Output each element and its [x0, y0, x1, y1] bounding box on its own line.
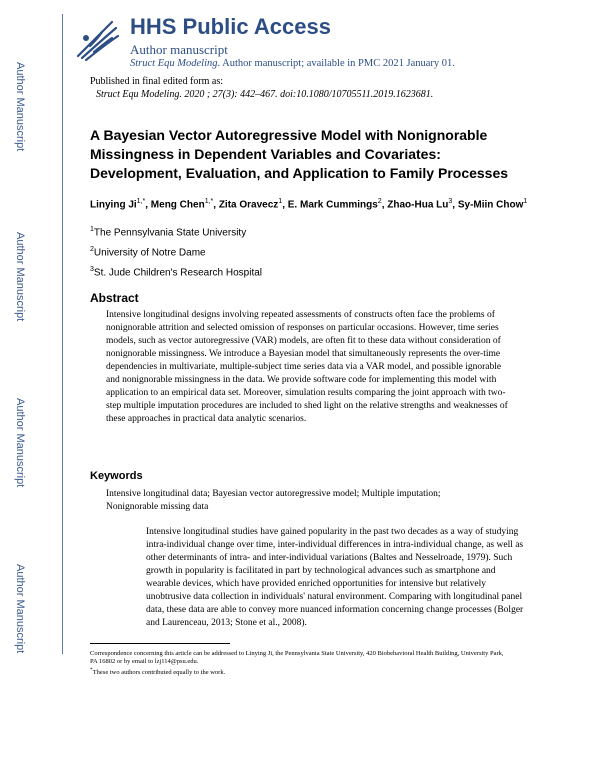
affiliation-3 [90, 266, 262, 278]
author-sup: 1,* [136, 198, 146, 205]
author-sup: 2 [377, 198, 382, 205]
equal-contribution-text: These two authors contributed equally to the work. [92, 669, 226, 677]
intro-paragraph: Intensive longitudinal studies have gained popularity in the past two decades as a way of studying intra-individual change over time, inter-individual differences in intra-individual change, as well as other determinants of intra- and inter-individual variations (Baltes and Nesselroade, 1979). Such growth in popularity is facilitated in part by technological advances such as smartphone and wearable devices, which have provided enriched opportunities for intensive but relatively unobtrusive data collection in individuals' natural environment. Comparing with longitudinal panel data, these data are able to convey more nuanced information concerning change processes (Bolger and Laurenceau, 2013; Stone et al., 2008). [146, 527, 524, 628]
author-list: Linying $Ji^{1,*}$, Meng Chen$^{1,*}$, Zita Oravecz$^1$, E. Mark Cummings$^2$, Zhao-Hua Lu$^3$, Sy-Miin Chow$^1$ [90, 198, 528, 211]
sidebar-label-1: Author Manuscript [14, 62, 26, 152]
hhs-eagle-logo-icon [72, 16, 122, 64]
sidebar-label-2: Author Manuscript [14, 232, 26, 322]
author-name: Linying Ji [90, 199, 137, 211]
sidebar-label-4: Author Manuscript [14, 564, 26, 654]
hhs-public-access-title: HHS Public Access [130, 14, 331, 39]
affiliation-text: University of Notre Dame [93, 247, 206, 259]
affiliation-text: The Pennsylvania State University [93, 227, 247, 239]
affiliation-sup: 3 [90, 266, 94, 273]
sidebar-label-3: Author Manuscript [14, 398, 26, 488]
abstract-heading: Abstract [90, 291, 139, 305]
author-name: Sy-Miin Chow [457, 199, 524, 211]
keywords-heading: Keywords [90, 470, 143, 482]
affiliation-sup: 2 [90, 246, 94, 253]
affiliation-sup: 1 [90, 226, 94, 233]
availability-text: . Author manuscript; available in PMC 2021 January 01. [217, 58, 455, 69]
citation-text: Struct Equ Modeling. 2020 ; 27(3): 442–467. doi:10.1080/10705511.2019.1623681. [96, 89, 434, 100]
author-sup: 1,* [204, 198, 214, 205]
affiliation-1 [90, 226, 246, 238]
paper-title: A Bayesian Vector Autoregressive Model with Nonignorable Missingness in Dependent Variables and Covariates: Development, Evaluation, and Application to Family Processes [90, 127, 509, 181]
author-sup: 1 [278, 198, 283, 205]
author-sup: 1 [523, 198, 528, 205]
sidebar-rule [62, 14, 63, 654]
affiliation-2 [90, 246, 206, 258]
author-name: E. Mark Cummings [287, 199, 378, 211]
abstract-text: Intensive longitudinal designs involving repeated assessments of constructs often face the problems of nonignorable attrition and selected omission of responses on particular occasions. However, time series models, such as vector autoregressive (VAR) models, are often fit to these data without consideration of nonignorable missingness. We introduce a Bayesian model that simultaneously represents the over-time dependencies in multivariate, multiple-subject time series data via a VAR model, and possible ignorable and nonignorable missingness in the data. We provide software code for implementing this model with application to an empirical data set. Moreover, simulation results comparing the joint approach with two-step multiple imputation procedures are included to shed light on the relative strengths and weaknesses of these approaches in practical data analytic scenarios. [106, 310, 508, 424]
correspondence-footnote: Correspondence concerning this article can be addressed to Linying Ji, the Pennsylvania State University, 420 Biobehavioral Health Building, University Park, PA 16802 or by email to lzj114@psu.edu. [90, 650, 504, 665]
footnote-divider [90, 643, 230, 644]
journal-name: Struct Equ Modeling [130, 58, 218, 69]
keywords-text: Intensive longitudinal data; Bayesian vector autoregressive model; Multiple imputation; Nonignorable missing data [106, 489, 441, 512]
footnote-marker: * [90, 667, 93, 673]
journal-availability-line [130, 58, 455, 69]
author-manuscript-subtitle: Author manuscript [130, 42, 228, 57]
author-name: Meng Chen [150, 199, 205, 211]
citation [96, 89, 433, 100]
footnotes [90, 650, 510, 677]
author-name: Zita Oravecz [218, 199, 279, 211]
published-label: Published in final edited form as: [90, 76, 224, 87]
author-name: Zhao-Hua Lu [387, 199, 449, 211]
affiliation-text: St. Jude Children's Research Hospital [93, 267, 263, 279]
author-sup: 3 [448, 198, 453, 205]
equal-contribution-footnote [90, 666, 510, 677]
